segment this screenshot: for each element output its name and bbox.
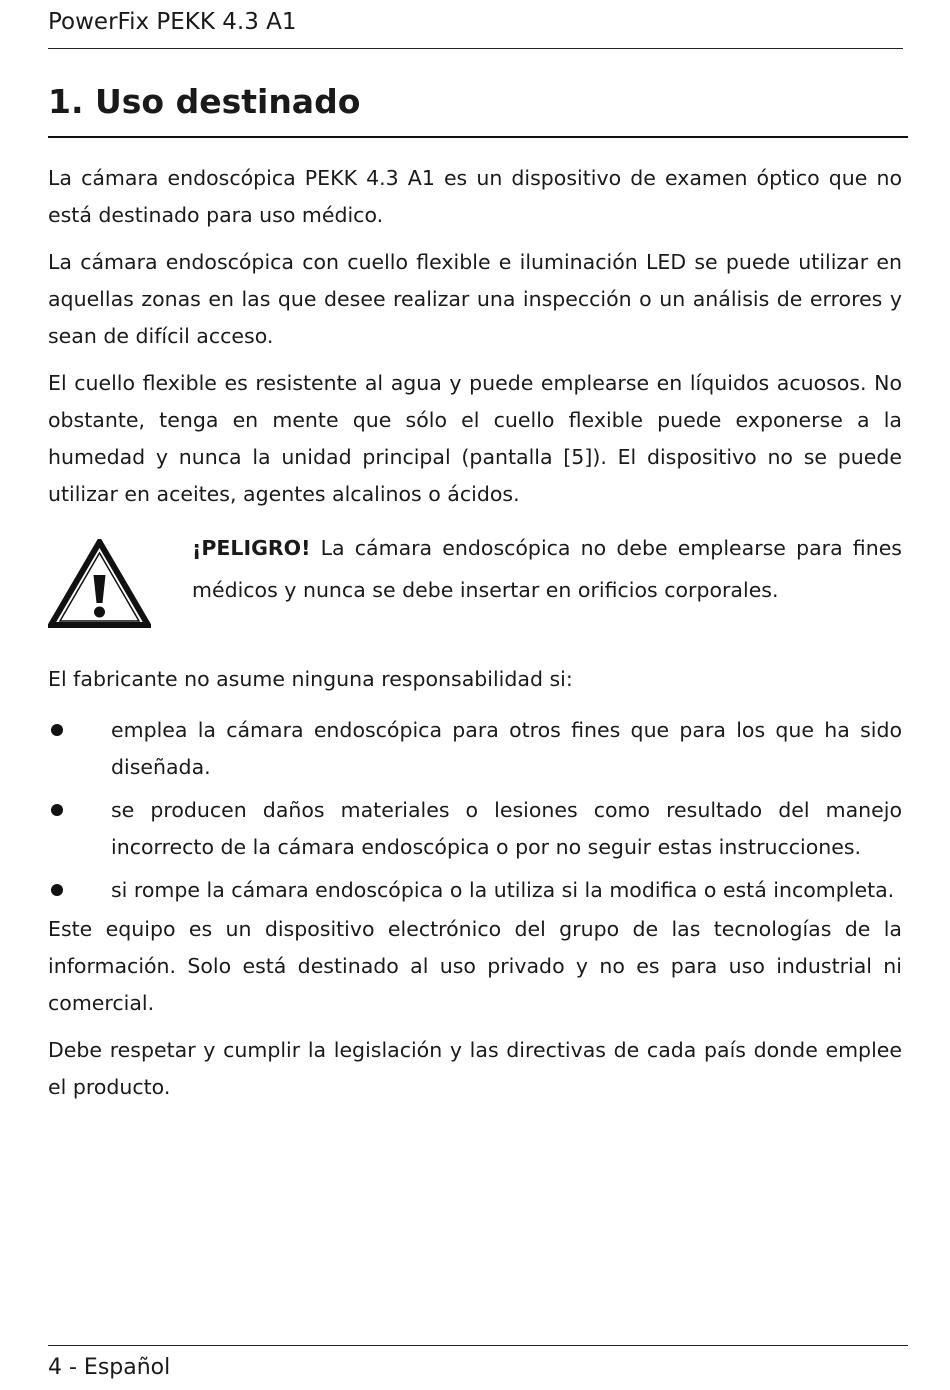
footer-divider xyxy=(48,1345,908,1346)
liability-list xyxy=(48,712,902,909)
danger-warning xyxy=(48,523,902,627)
usage-paragraph: La cámara endoscópica con cuello flexible e iluminación LED se puede utilizar en aquellas zonas en las que desee realizar una inspección o un análisis de errores y sean de difícil acceso. xyxy=(48,250,902,348)
list-item xyxy=(48,712,902,786)
list-item-text: se producen daños materiales o lesiones como resultado del manejo incorrecto de la cámara endoscópica o por no seguir estas instrucciones. xyxy=(111,798,902,859)
bullet-icon xyxy=(51,884,63,896)
warning-label: ¡PELIGRO! xyxy=(192,536,311,560)
warning-text xyxy=(192,527,902,611)
legislation-paragraph: Debe respetar y cumplir la legislación y las directivas de cada país donde emplee el producto. xyxy=(48,1038,902,1099)
main-content xyxy=(48,160,902,1116)
section-divider xyxy=(48,136,908,138)
equipment-paragraph: Este equipo es un dispositivo electrónico del grupo de las tecnologías de la información. Solo está destinado al uso privado y no es para uso industrial ni comercial. xyxy=(48,917,902,1015)
list-item-text: si rompe la cámara endoscópica o la utiliza si la modifica o está incompleta. xyxy=(111,878,895,902)
intro-paragraph: La cámara endoscópica PEKK 4.3 A1 es un dispositivo de examen óptico que no está destinado para uso médico. xyxy=(48,166,902,227)
list-item xyxy=(48,872,902,909)
water-resistance-paragraph: El cuello flexible es resistente al agua y puede emplearse en líquidos acuosos. No obstante, tenga en mente que sólo el cuello flexible puede exponerse a la humedad y nunca la unidad principal (pantalla [5]). El dispositivo no se puede utilizar en aceites, agentes alcalinos o ácidos. xyxy=(48,371,902,506)
liability-intro: El fabricante no asume ninguna responsabilidad si: xyxy=(48,667,573,691)
list-item-text: emplea la cámara endoscópica para otros fines que para los que ha sido diseñada. xyxy=(111,718,902,779)
list-item xyxy=(48,792,902,866)
warning-triangle-icon xyxy=(48,539,151,629)
header-divider xyxy=(48,48,903,49)
bullet-icon xyxy=(51,724,63,736)
bullet-icon xyxy=(51,804,63,816)
section-heading: 1. Uso destinado xyxy=(48,82,361,121)
warning-message: La cámara endoscópica no debe emplearse para fines médicos y nunca se debe insertar en orificios corporales. xyxy=(192,536,902,602)
document-header-title: PowerFix PEKK 4.3 A1 xyxy=(48,9,297,35)
page-number: 4 - Español xyxy=(48,1355,171,1380)
